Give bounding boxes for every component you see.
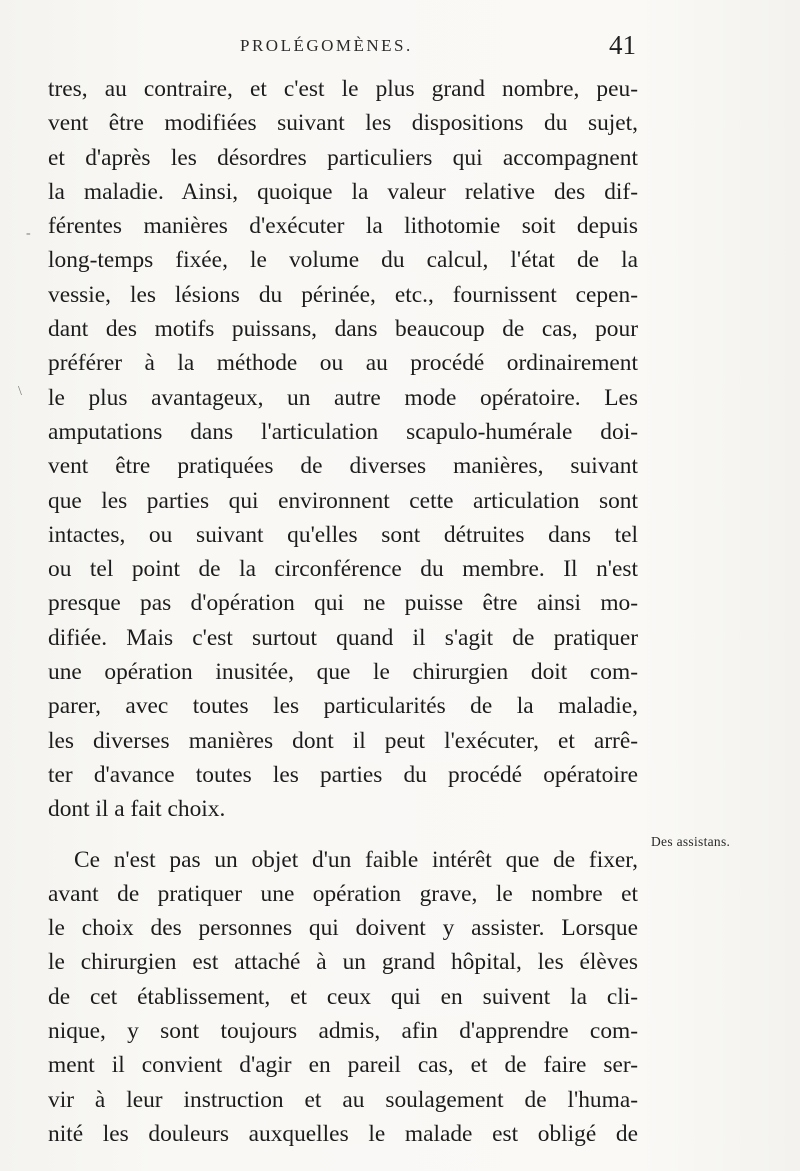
text-line: long-temps fixée, le volume du calcul, l'état de la (48, 247, 638, 274)
text-line: intactes, ou suivant qu'elles sont détruites dans tel (48, 521, 638, 548)
text-line: presque pas d'opération qui ne puisse être ainsi mo- (48, 590, 638, 617)
text-line: Ce n'est pas un objet d'un faible intérêt que de fixer, (74, 846, 638, 873)
text-line: vent être pratiquées de diverses manières, suivant (48, 453, 638, 480)
text-line: parer, avec toutes les particularités de la maladie, (48, 693, 638, 720)
paragraph-gap (48, 827, 638, 843)
text-line: vir à leur instruction et au soulagement de l'huma- (48, 1086, 638, 1113)
paragraph-2 (48, 843, 638, 1152)
text-line: nique, y sont toujours admis, afin d'apprendre com- (48, 1018, 638, 1045)
text-line: nité les douleurs auxquelles le malade est obligé de (48, 1120, 638, 1147)
text-line: férentes manières d'exécuter la lithotomie soit depuis (48, 213, 638, 240)
text-line: vent être modifiées suivant les dispositions du sujet, (48, 110, 638, 137)
stray-mark: - (26, 226, 31, 241)
text-line: tres, au contraire, et c'est le plus grand nombre, peu- (48, 76, 638, 102)
text-line: le chirurgien est attaché à un grand hôpital, les élèves (48, 949, 638, 976)
text-line: ment il convient d'agir en pareil cas, et de faire ser- (48, 1052, 638, 1079)
running-head: PROLÉGOMÈNES. (240, 36, 413, 55)
text-line: dant des motifs puissans, dans beaucoup de cas, pour (48, 316, 638, 343)
text-line: ou tel point de la circonférence du membre. Il n'est (48, 556, 638, 583)
text-line: vessie, les lésions du périnée, etc., fournissent cepen- (48, 281, 638, 308)
text-line: avant de pratiquer une opération grave, le nombre et (48, 880, 638, 907)
text-line: et d'après les désordres particuliers qui accompagnent (48, 144, 638, 171)
paragraph-1 (48, 72, 638, 827)
text-line: le plus avantageux, un autre mode opératoire. Les (48, 384, 638, 411)
text-line: ter d'avance toutes les parties du procédé opératoire (48, 761, 638, 788)
text-line: les diverses manières dont il peut l'exécuter, et arrê- (48, 727, 638, 754)
body-text (48, 72, 638, 1151)
margin-note: Des assistans. (651, 834, 731, 849)
text-line: que les parties qui environnent cette articulation sont (48, 487, 638, 514)
text-line: la maladie. Ainsi, quoique la valeur relative des dif- (48, 178, 638, 205)
stray-mark: \ (18, 384, 22, 399)
text-line: amputations dans l'articulation scapulo-humérale doi- (48, 418, 638, 445)
text-line: dont il a fait choix. (48, 796, 226, 823)
text-line: une opération inusitée, que le chirurgien doit com- (48, 659, 638, 686)
text-line: préférer à la méthode ou au procédé ordinairement (48, 350, 638, 377)
page-header (48, 32, 638, 62)
text-line: difiée. Mais c'est surtout quand il s'agit de pratiquer (48, 624, 638, 651)
text-line: de cet établissement, et ceux qui en suivent la cli- (48, 983, 638, 1010)
text-line: le choix des personnes qui doivent y assister. Lorsque (48, 915, 638, 942)
page-number: 41 (609, 30, 636, 60)
